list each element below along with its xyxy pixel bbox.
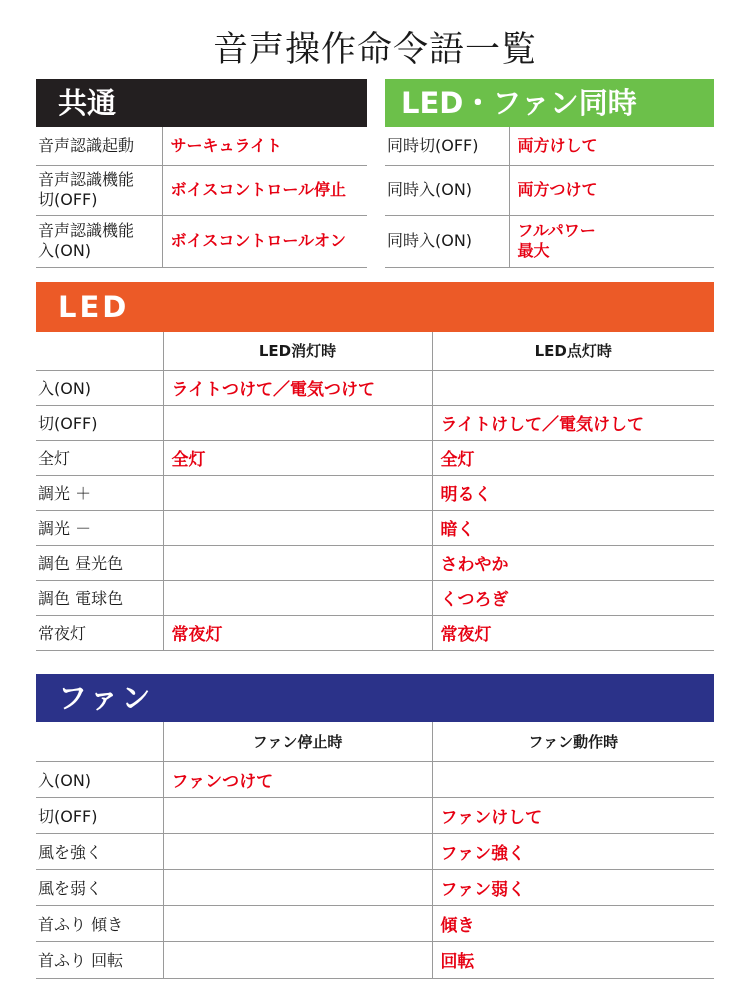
common-section-header: 共通 — [36, 79, 367, 127]
command-when-off: 常夜灯 — [163, 615, 432, 650]
row-label: 同時切(OFF) — [385, 127, 509, 165]
led-section-header: LED — [36, 282, 714, 332]
row-label: 入(ON) — [36, 761, 163, 797]
table-row — [36, 869, 714, 905]
command-when-off — [163, 405, 432, 440]
table-header-row — [36, 722, 714, 761]
command-when-on — [432, 761, 714, 797]
table-row — [36, 797, 714, 833]
table-row — [36, 580, 714, 615]
led-commands-table — [36, 332, 714, 651]
row-label: 音声認識機能 入(ON) — [36, 215, 162, 267]
row-label: 風を弱く — [36, 869, 163, 905]
command-when-off — [163, 941, 432, 978]
row-label: 入(ON) — [36, 370, 163, 405]
table-row — [385, 215, 714, 267]
row-label: 音声認識機能 切(OFF) — [36, 165, 162, 215]
row-label: 調光 ＋ — [36, 475, 163, 510]
table-row — [36, 905, 714, 941]
command-when-on: 常夜灯 — [432, 615, 714, 650]
row-label: 調光 － — [36, 510, 163, 545]
row-label: 風を強く — [36, 833, 163, 869]
table-row — [36, 761, 714, 797]
command-when-on: 明るく — [432, 475, 714, 510]
command-when-off — [163, 833, 432, 869]
command-when-on — [432, 370, 714, 405]
command-when-on: くつろぎ — [432, 580, 714, 615]
row-label: 音声認識起動 — [36, 127, 162, 165]
voice-command: フルパワー 最大 — [509, 215, 714, 267]
table-row — [36, 440, 714, 475]
row-label: 首ふり 回転 — [36, 941, 163, 978]
row-label: 全灯 — [36, 440, 163, 475]
command-when-on: 傾き — [432, 905, 714, 941]
page-title: 音声操作命令語一覧 — [212, 30, 537, 70]
row-label: 切(OFF) — [36, 797, 163, 833]
table-row — [36, 370, 714, 405]
column-header-led-off: LED消灯時 — [163, 332, 432, 370]
table-row — [385, 165, 714, 215]
voice-command: サーキュライト — [162, 127, 367, 165]
table-header-row — [36, 332, 714, 370]
row-label: 切(OFF) — [36, 405, 163, 440]
table-row — [36, 615, 714, 650]
command-when-on: 暗く — [432, 510, 714, 545]
command-when-on: ファン強く — [432, 833, 714, 869]
command-when-on: 回転 — [432, 941, 714, 978]
command-when-off — [163, 475, 432, 510]
row-label: 調色 昼光色 — [36, 545, 163, 580]
column-header-fan-on: ファン動作時 — [432, 722, 714, 761]
command-when-off — [163, 545, 432, 580]
sync-section-header: LED・ファン同時 — [385, 79, 714, 127]
voice-command: 両方けして — [509, 127, 714, 165]
row-label: 首ふり 傾き — [36, 905, 163, 941]
common-commands-table — [36, 127, 367, 268]
command-when-off — [163, 580, 432, 615]
command-when-on: ライトけして／電気けして — [432, 405, 714, 440]
command-when-on: ファン弱く — [432, 869, 714, 905]
command-when-off: ファンつけて — [163, 761, 432, 797]
sync-commands-table — [385, 127, 714, 268]
table-row — [36, 475, 714, 510]
command-when-off — [163, 905, 432, 941]
column-header-fan-off: ファン停止時 — [163, 722, 432, 761]
table-row — [36, 215, 367, 267]
command-when-off: ライトつけて／電気つけて — [163, 370, 432, 405]
header-blank — [36, 332, 163, 370]
header-blank — [36, 722, 163, 761]
row-label: 同時入(ON) — [385, 215, 509, 267]
command-when-off — [163, 869, 432, 905]
table-row — [36, 405, 714, 440]
voice-command: 両方つけて — [509, 165, 714, 215]
table-row — [36, 545, 714, 580]
command-when-on: 全灯 — [432, 440, 714, 475]
command-when-off: 全灯 — [163, 440, 432, 475]
table-row — [36, 165, 367, 215]
fan-commands-table — [36, 722, 714, 979]
table-row — [36, 510, 714, 545]
table-row — [36, 941, 714, 978]
row-label: 同時入(ON) — [385, 165, 509, 215]
row-label: 調色 電球色 — [36, 580, 163, 615]
table-row — [385, 127, 714, 165]
voice-command: ボイスコントロールオン — [162, 215, 367, 267]
command-when-on: ファンけして — [432, 797, 714, 833]
fan-section-header: ファン — [36, 674, 714, 722]
command-when-on: さわやか — [432, 545, 714, 580]
row-label: 常夜灯 — [36, 615, 163, 650]
voice-command: ボイスコントロール停止 — [162, 165, 367, 215]
command-when-off — [163, 797, 432, 833]
table-row — [36, 127, 367, 165]
command-when-off — [163, 510, 432, 545]
column-header-led-on: LED点灯時 — [432, 332, 714, 370]
table-row — [36, 833, 714, 869]
